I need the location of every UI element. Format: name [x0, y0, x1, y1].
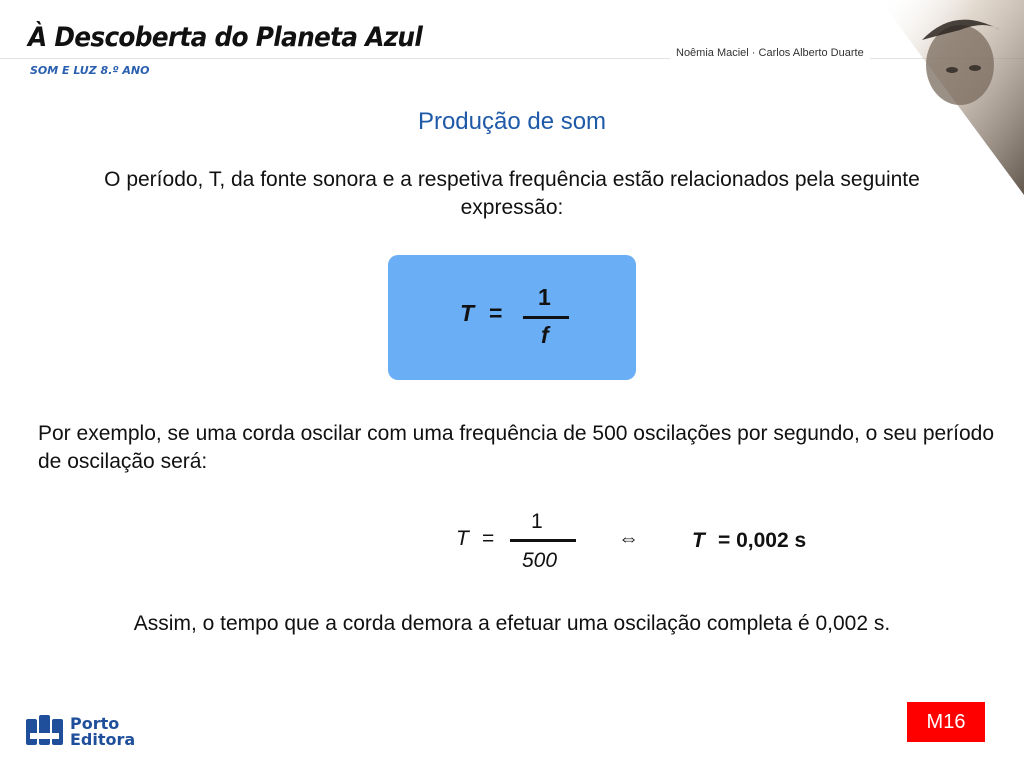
calc-numerator: 1: [531, 510, 543, 533]
example-paragraph: Por exemplo, se uma corda oscilar com uma frequência de 500 oscilações por segundo, o seu período de oscilação será:: [38, 422, 995, 473]
book-subtitle: SOM E LUZ 8.º ANO: [30, 64, 150, 77]
calc-equals: =: [482, 527, 495, 550]
result-period: T: [692, 529, 705, 552]
authors: Noêmia Maciel · Carlos Alberto Duarte: [676, 47, 864, 59]
formula-period: T: [460, 300, 475, 326]
publisher-name-line1: Porto: [70, 714, 120, 733]
calc-denominator: 500: [522, 549, 558, 572]
calc-fraction-bar: [510, 539, 576, 542]
intro-paragraph: O período, T, da fonte sonora e a respetiva frequência estão relacionados pela seguinte expressão:: [104, 168, 920, 219]
calc-period: T: [456, 527, 469, 550]
formula-box: [388, 255, 636, 380]
formula-numerator: 1: [538, 284, 551, 310]
formula-frequency: f: [541, 322, 549, 348]
formula-fraction-bar: [523, 316, 569, 319]
conclusion-paragraph: Assim, o tempo que a corda demora a efetuar uma oscilação completa é 0,002 s.: [133, 612, 891, 635]
book-title: À Descoberta do Planeta Azul: [28, 22, 423, 53]
equivalence-symbol: ⇔: [618, 527, 639, 550]
header-divider: [0, 58, 670, 59]
slide-code-badge: M16: [907, 702, 985, 742]
result-value: = 0,002 s: [718, 529, 807, 552]
slide-title: Produção de som: [417, 108, 607, 135]
formula-equals: =: [489, 300, 503, 326]
publisher-name-line2: Editora: [70, 730, 136, 749]
publisher-name: [70, 716, 135, 748]
porto-editora-logo-icon: [26, 715, 66, 749]
